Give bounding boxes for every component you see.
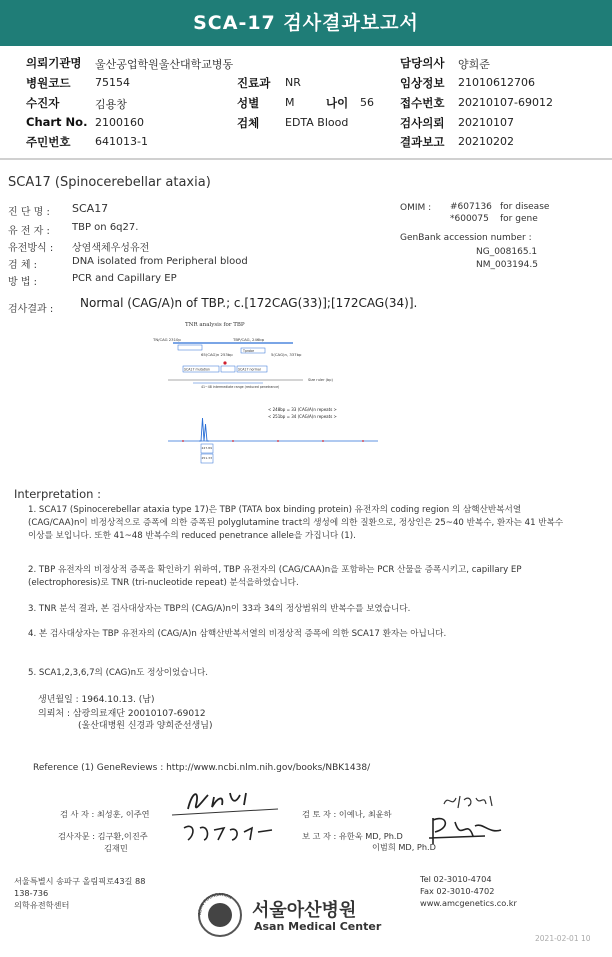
report-header-banner [0,0,612,46]
footer-address-1: 서울특별시 송파구 올림픽로43길 88 [14,876,146,886]
method-value: PCR and Capillary EP [72,273,177,284]
doctor-value: 양희준 [458,58,490,71]
interpretation-item-5: 5. SCA1,2,3,6,7의 (CAG)n도 정상이었습니다. [28,668,208,678]
method-specimen-value: DNA isolated from Peripheral blood [72,256,248,267]
peak-trace [199,418,209,441]
figure-label-d: Tprobe [243,348,255,353]
repeat-annotation-1: < 248bp = 33 (CAG/A)n repeats > [268,407,337,412]
omim-gene-note: for gene [500,214,538,224]
logo-ring-text: ASAN FOUNDATION [196,891,233,916]
resident-no-label: 주민번호 [26,135,71,149]
footer-fax: Fax 02-3010-4702 [420,886,495,896]
examiner-team-signature [180,818,280,848]
figure-label-f: SCA17 mutation [184,367,210,372]
tnr-analysis-figure [153,318,383,468]
examiner-team-line-2: 김재민 [104,843,128,853]
footer-tel: Tel 02-3010-4704 [420,874,492,884]
examiner-signature [170,783,280,823]
clinical-info-value: 21010612706 [458,76,535,89]
report-section-title: SCA17 (Spinocerebellar ataxia) [8,175,211,190]
specimen-label: 검체 [237,116,260,130]
requester: 의뢰처 : 삼광의료재단 20010107-69012 [38,709,206,719]
gene-label: 유 전 자 : [8,226,50,237]
repeat-annotation-2: < 251bp = 34 (CAG/A)n repeats > [268,414,337,419]
omim-disease-id: #607136 [450,202,492,212]
reviewer-signature [440,790,500,814]
inheritance-value: 상염색체우성유전 [72,243,150,254]
interpretation-heading: Interpretation : [14,487,101,501]
sex-label: 성별 [237,96,260,110]
examiner-line: 검 사 자 : 최성훈, 이주연 [60,809,150,819]
logo-text-korean: 서울아산병원 [252,900,357,921]
figure-label-a: TN/CAG 2310p [153,337,181,342]
receipt-no-value: 20210107-69012 [458,96,553,109]
peak-label-1: 247.89 [201,446,212,450]
result-label: 검사결과 : [8,304,54,315]
section-divider [0,158,612,160]
hospital-code-value: 75154 [95,76,130,89]
chart-no-label: Chart No. [26,115,88,129]
recipient-value: 김용창 [95,98,127,111]
size-marker-dot [182,440,184,442]
clinical-info-label: 임상정보 [400,76,445,90]
institution-label: 의뢰기관명 [26,56,82,70]
probe-box-1 [178,345,202,350]
doctor-label: 담당의사 [400,56,445,70]
genbank-ng: NG_008165.1 [476,247,538,257]
reviewer-line: 검 토 자 : 이예나, 최윤하 [302,809,392,819]
peak-label-2: 251.33 [201,456,212,460]
birth-date: 생년월일 : 1964.10.13. (남) [38,695,155,705]
asan-logo-ring-text [196,891,244,939]
recipient-label: 수진자 [26,96,60,110]
report-date-label: 결과보고 [400,135,445,149]
method-label: 방 법 : [8,277,38,288]
genbank-nm: NM_003194.5 [476,260,538,270]
department-value: NR [285,76,301,89]
genbank-label: GenBank accession number : [400,233,532,243]
resident-no-value: 641013-1 [95,135,148,148]
footer-stamp-date: 2021-02-01 10 [535,934,591,943]
allele-box-2 [221,366,235,372]
footer-address-2: 138-736 [14,888,49,898]
omim-disease-note: for disease [500,202,550,212]
examiner-team-line: 검사자문 : 김구환,이진주 [58,831,148,841]
figure-label-b: TBP/CAG, 246bp [233,337,265,342]
interpretation-item-4: 4. 본 검사대상자는 TBP 유전자의 (CAG/A)n 삼핵산반복서열의 비정상적 증폭에 의한 SCA17 환자는 아닙니다. [28,629,447,639]
inheritance-label: 유전방식 : [8,243,54,254]
sex-value: M [285,96,295,109]
interpretation-item-1: 1. SCA17 (Spinocerebellar ataxia type 17)은 TBP (TATA box binding protein) 유전자의 coding region 의 삼핵산반복서열 (CAG/CAA)n이 비정상적으로 증폭에 의한 증폭된 polyglutamine tract의 생성에 의한 질환으로, 정상인은 25~40 반복수, 환자는 41 반복수 이상를 보입니다. 또한 41~48 반복수의 reduced penetrance allele을 가집니다 (1). [28,505,564,541]
report-title: SCA-17 검사결과보고서 [193,12,419,34]
request-date-label: 검사의뢰 [400,116,445,130]
report-date-value: 20210202 [458,135,514,148]
footer-web: www.amcgenetics.co.kr [420,898,517,908]
hospital-code-label: 병원코드 [26,76,71,90]
gene-value: TBP on 6q27. [72,222,139,233]
reporter-signature [425,812,505,852]
diagnosis-label: 진 단 명 : [8,207,50,218]
diagnosis-value: SCA17 [72,202,109,215]
institution-value: 울산공업학원울산대학교병동 [95,58,234,71]
chart-no-value: 2100160 [95,116,144,129]
result-value: Normal (CAG/A)n of TBP.; c.[172CAG(33)];[172CAG(34)]. [80,296,418,310]
figure-label-h: 41~48 intermediate range (reduced penetrance) [201,385,280,389]
interpretation-item-2: 2. TBP 유전자의 비정상적 증폭을 확인하기 위하여, TBP 유전자의 (CAG/CAA)n을 포함하는 PCR 산물을 증폭시키고, capillary EP (electrophoresis)로 TNR (tri-nucleotide repeat) 분석을하였습니다. [28,565,522,588]
figure-label-g: SCA17 normal [238,367,261,372]
footer-address-3: 의학유전학센터 [14,900,70,910]
figure-label-e: 5(CAG)n, 337bp [271,352,302,357]
receipt-no-label: 접수번호 [400,96,445,110]
figure-title: TNR analysis for TBP [185,322,245,328]
size-marker-dot [232,440,234,442]
requester-detail: (울산대병원 신경과 양희준선생님) [78,721,213,731]
size-marker-dot [322,440,324,442]
interpretation-item-3: 3. TNR 분석 결과, 본 검사대상자는 TBP의 (CAG/A)n이 33과 34의 정상범위의 반복수를 보였습니다. [28,604,411,614]
figure-label-i: Size ruler (bp) [308,378,333,382]
age-value: 56 [360,96,374,109]
reporter-line: 보 고 자 : 유한욱 MD, Ph.D [302,831,403,841]
age-label: 나이 [326,96,349,110]
specimen-value: EDTA Blood [285,116,349,129]
reference: Reference (1) GeneReviews : http://www.ncbi.nlm.nih.gov/books/NBK1438/ [33,763,371,773]
size-marker-dot [277,440,279,442]
method-specimen-label: 검 체 : [8,260,38,271]
reporter-line-2: 이범희 MD, Ph.D [372,842,436,852]
department-label: 진료과 [237,76,271,90]
figure-label-c: 65(CAG)n 253bp [201,352,233,357]
omim-label: OMIM : [400,203,432,213]
omim-gene-id: *600075 [450,214,489,224]
marker-dot [223,361,226,364]
size-marker-dot [362,440,364,442]
request-date-value: 20210107 [458,116,514,129]
logo-text-english: Asan Medical Center [254,920,382,933]
svg-text:ASAN FOUNDATION [197,892,233,915]
